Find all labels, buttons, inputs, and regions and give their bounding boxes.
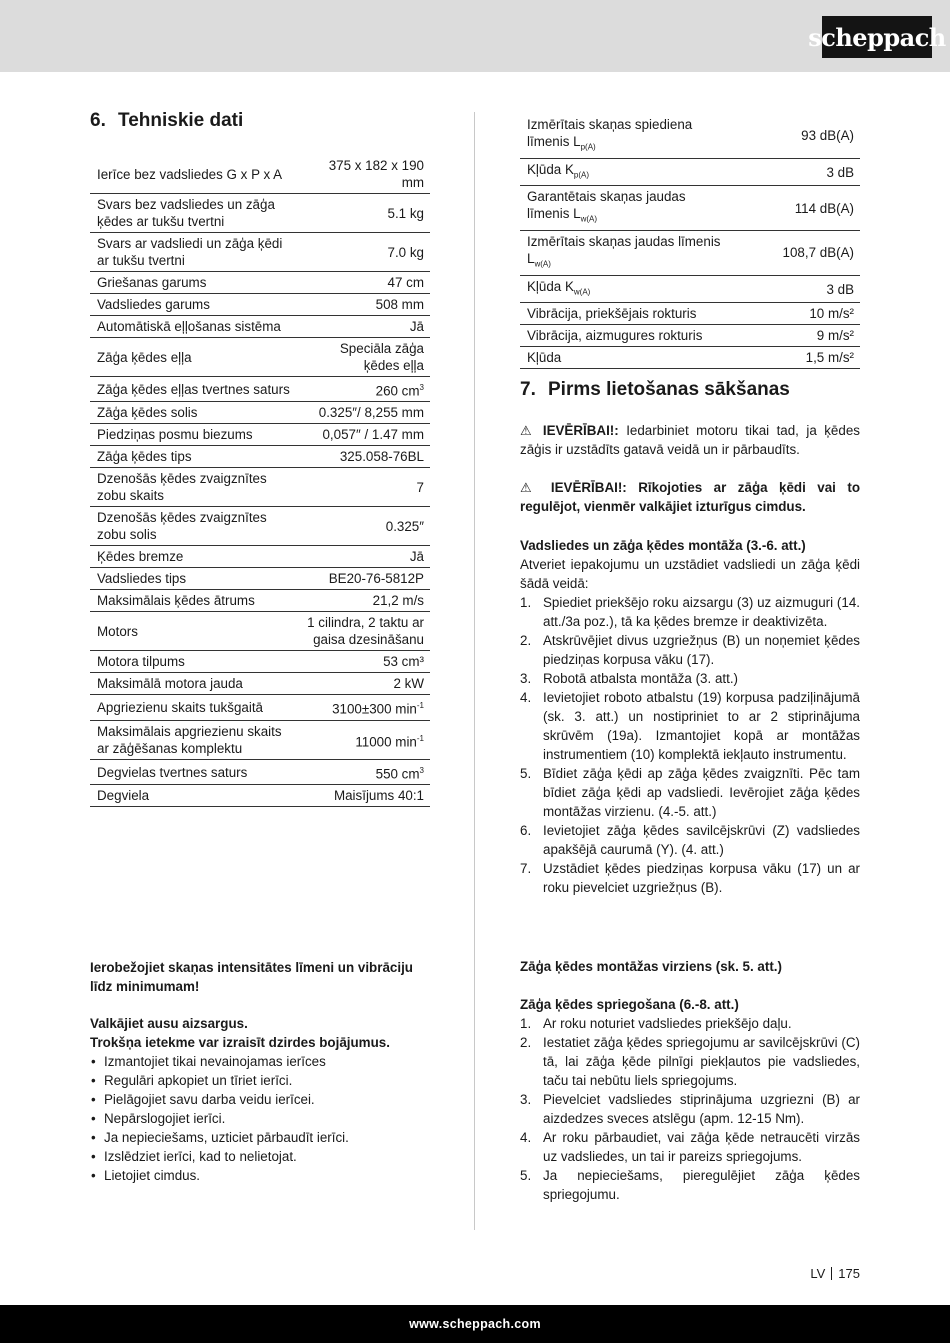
spec-value: [299, 424, 430, 446]
noise-label-subscript: w(A): [534, 259, 551, 269]
step-number: 7.: [520, 861, 532, 876]
spec-value-text: Maisījums 40:1: [333, 788, 424, 804]
table-row: [90, 785, 430, 807]
step-number: 3.: [520, 1092, 532, 1107]
brand-logo: [808, 16, 946, 58]
step-text: Ja nepieciešams, pieregulējiet zāģa ķēdes spriegojumu.: [543, 1168, 860, 1202]
spec-value-text: 0.325″/ 8,255 mm: [318, 405, 424, 421]
spec-value-text: 47 cm: [387, 275, 424, 290]
mounting-intro: Atveriet iepakojumu un uzstādiet vadsliedi un zāģa ķēdi šādā veidā:: [520, 557, 860, 591]
spec-label: Maksimālais apgriezienu skaits ar zāģēšanas komplektu: [90, 720, 299, 759]
warning-triangle-icon: ⚠: [520, 480, 540, 495]
tension-block: [520, 995, 860, 1204]
table-row: [90, 507, 430, 546]
noise-label-text: Izmērītais skaņas spiediena līmenis L: [527, 117, 693, 149]
spec-label: Apgriezienu skaits tukšgaitā: [90, 695, 299, 720]
table-row: [90, 673, 430, 695]
noise-label-text: Kļūda K: [527, 161, 574, 177]
section-7-heading: [520, 379, 790, 401]
list-item: [520, 859, 860, 897]
step-number: 4.: [520, 1130, 532, 1145]
noise-label-subscript: w(A): [580, 215, 598, 225]
table-row: [90, 272, 430, 294]
table-row: [520, 303, 860, 325]
noise-label-text: Vibrācija, priekšējais rokturis: [527, 306, 697, 322]
noise-label: [520, 275, 737, 303]
spec-label: Degvielas tvertnes saturs: [90, 759, 299, 784]
page-number-value: 175: [838, 1266, 860, 1281]
separator: [831, 1267, 832, 1280]
page-footer: [0, 1305, 950, 1343]
table-row: [90, 424, 430, 446]
noise-value: 114 dB(A): [737, 186, 860, 231]
list-item: • Regulāri apkopiet un tīriet ierīci.: [90, 1071, 430, 1090]
step-number: 6.: [520, 823, 532, 838]
list-item: [520, 1033, 860, 1090]
list-item: [520, 688, 860, 764]
noise-value: 3 dB: [737, 275, 860, 303]
table-row: [90, 155, 430, 194]
section-number: 7.: [520, 379, 536, 400]
spec-value-text: 5.1 kg: [387, 205, 424, 221]
spec-value: [299, 651, 430, 673]
spec-value: [299, 233, 430, 272]
noise-label-text: Izmērītais skaņas jaudas līmenis L: [527, 234, 721, 267]
spec-label: Vadsliedes garums: [90, 294, 299, 316]
section-6-heading: [90, 110, 243, 132]
step-text: Uzstādiet ķēdes piedziņas korpusa vāku (17) un ar roku pievelciet uzgriežņus (B).: [543, 861, 860, 895]
noise-label-subscript: w(A): [573, 287, 591, 297]
warning-2: [520, 478, 860, 516]
protection-subtitle: Trokšņa ietekme var izraisīt dzirdes bojājumus.: [90, 1035, 390, 1050]
table-row: [90, 590, 430, 612]
warning-text: Rīkojoties ar zāģa ķēdi vai to regulējot, vienmēr valkājiet izturīgus cimdus.: [520, 480, 860, 514]
list-item: [520, 821, 860, 859]
table-row: [90, 546, 430, 568]
list-item: • Pielāgojiet savu darba veidu ierīcei.: [90, 1090, 430, 1109]
step-number: 1.: [520, 595, 532, 610]
spec-label: Maksimālā motora jauda: [90, 673, 299, 695]
table-row: [520, 325, 860, 347]
table-row: [90, 338, 430, 377]
list-item: [520, 764, 860, 821]
spec-value-text: 375 x 182 x 190 mm: [328, 158, 424, 190]
table-row: [90, 446, 430, 468]
list-item: • Izslēdziet ierīci, kad to nelietojat.: [90, 1147, 430, 1166]
spec-value-superscript: -1: [416, 701, 424, 711]
noise-label-text: Kļūda: [527, 350, 562, 366]
list-item: [520, 1128, 860, 1166]
spec-label: Vadsliedes tips: [90, 568, 299, 590]
spec-label: Degviela: [90, 785, 299, 807]
mounting-block: [520, 536, 860, 897]
step-number: 4.: [520, 690, 532, 705]
table-row: [90, 568, 430, 590]
spec-label: Motora tilpums: [90, 651, 299, 673]
table-row: [90, 612, 430, 651]
spec-value: [299, 377, 430, 402]
spec-value: [299, 568, 430, 590]
spec-value-text: BE20-76-5812P: [328, 571, 424, 587]
spec-value: [299, 294, 430, 316]
step-text: Atskrūvējiet divus uzgriežņus (B) un noņemiet ķēdes piedziņas korpusa vāku (17).: [543, 633, 860, 667]
spec-value: [299, 546, 430, 568]
spec-value: [299, 507, 430, 546]
spec-label: Zāģa ķēdes eļļas tvertnes saturs: [90, 377, 299, 402]
spec-value: [299, 695, 430, 720]
list-item: [520, 593, 860, 631]
table-row: [90, 695, 430, 720]
noise-label-text: Garantētais skaņas jaudas līmenis L: [527, 189, 686, 222]
spec-value-text: 2 kW: [393, 676, 424, 692]
noise-value: 9 m/s²: [737, 325, 860, 347]
technical-data-table: [90, 155, 430, 807]
mounting-steps: [520, 593, 860, 897]
spec-value-text: 7: [416, 479, 424, 495]
noise-value: 3 dB: [737, 158, 860, 186]
noise-value: 93 dB(A): [737, 114, 860, 158]
spec-value-text: 7.0 kg: [387, 244, 424, 260]
spec-value-text: 508 mm: [375, 297, 424, 312]
table-row: [90, 194, 430, 233]
protection-block: [90, 1014, 430, 1185]
logo-text: scheppach: [808, 22, 946, 52]
warning-label: IEVĒRĪBAI!:: [550, 480, 627, 495]
spec-label: Svars ar vadsliedi un zāģa ķēdi ar tukšu tvertni: [90, 233, 299, 272]
spec-label: Ierīce bez vadsliedes G x P x A: [90, 155, 299, 194]
list-item: [520, 1014, 860, 1033]
spec-value-text: 11000 min: [355, 734, 417, 750]
noise-vibration-table: [520, 114, 860, 369]
list-item: [520, 1166, 860, 1204]
section-title: Tehniskie dati: [118, 110, 244, 131]
noise-notice: Ierobežojiet skaņas intensitātes līmeni un vibrāciju līdz minimumam!: [90, 960, 413, 994]
spec-label: Zāģa ķēdes tips: [90, 446, 299, 468]
step-text: Spiediet priekšējo roku aizsargu (3) uz aizmuguri (14. att./3a poz.), tā ka ķēdes bremze ir deaktivizēta.: [543, 595, 860, 629]
table-row: [90, 377, 430, 402]
table-row: [520, 275, 860, 303]
warning-triangle-icon: ⚠: [520, 423, 536, 438]
table-row: [90, 720, 430, 759]
list-item: • Izmantojiet tikai nevainojamas ierīces: [90, 1052, 430, 1071]
spec-value: [299, 155, 430, 194]
warning-label: IEVĒRĪBAI!:: [542, 423, 619, 438]
list-item: [520, 669, 860, 688]
table-row: [520, 186, 860, 231]
step-text: Ievietojiet roboto atbalstu (19) korpusa padziļinājumā (sk. 3. att.) un nostipriniet to ar 2 stiprinājuma skrūvēm (19a). Izmantojiet kopā ar montāžas instrumentiem (10) komplektā iekļauto instrumentu.: [543, 690, 860, 762]
list-item: • Nepārslogojiet ierīci.: [90, 1109, 430, 1128]
spec-value-text: 0,057″ / 1.47 mm: [322, 427, 424, 443]
table-row: [90, 294, 430, 316]
step-text: Robotā atbalsta montāža (3. att.): [543, 671, 739, 686]
step-number: 5.: [520, 1168, 532, 1183]
spec-label: Zāģa ķēdes solis: [90, 402, 299, 424]
table-row: [90, 233, 430, 272]
spec-value-text: 3100±300 min: [332, 701, 417, 717]
tension-steps: [520, 1014, 860, 1204]
protection-title: Valkājiet ausu aizsargus.: [90, 1016, 248, 1031]
safety-bullet-list: [90, 1052, 430, 1185]
spec-value: [299, 446, 430, 468]
spec-label: Automātiskā eļļošanas sistēma: [90, 316, 299, 338]
spec-value: [299, 759, 430, 784]
tension-title: Zāģa ķēdes spriegošana (6.-8. att.): [520, 997, 739, 1012]
table-row: [90, 651, 430, 673]
spec-value: [299, 673, 430, 695]
language-code: LV: [810, 1266, 826, 1281]
noise-label: [520, 231, 737, 276]
spec-value-text: 550 cm: [375, 766, 420, 782]
spec-value: [299, 402, 430, 424]
noise-label-subscript: p(A): [580, 142, 596, 152]
table-row: [520, 114, 860, 158]
section-title: Pirms lietošanas sākšanas: [548, 379, 790, 400]
spec-value-superscript: 3: [419, 383, 424, 392]
noise-label: [520, 114, 737, 158]
table-row: [90, 402, 430, 424]
spec-value-text: 21,2 m/s: [372, 593, 424, 609]
table-row: [90, 759, 430, 784]
spec-value: [299, 468, 430, 507]
mounting-title: Vadsliedes un zāģa ķēdes montāža (3.-6. att.): [520, 538, 806, 553]
noise-label-text: Vibrācija, aizmugures rokturis: [527, 328, 703, 344]
step-text: Iestatiet zāģa ķēdes spriegojumu ar savilcējskrūvi (C) tā, lai zāģa ķēde pilnīgi piekļautos pie vadsliedes, taču tai nebūtu liels spriegojums.: [543, 1035, 860, 1088]
list-item: [520, 631, 860, 669]
page-number: [810, 1266, 860, 1281]
noise-label: [520, 347, 737, 369]
step-text: Pievelciet vadsliedes stiprinājuma uzgriezni (B) ar aizdedzes sveces atslēgu (apm. 12-15 Nm).: [543, 1092, 860, 1126]
noise-value: 1,5 m/s²: [737, 347, 860, 369]
noise-value: 10 m/s²: [737, 303, 860, 325]
spec-label: Zāģa ķēdes eļļa: [90, 338, 299, 377]
spec-label: Ķēdes bremze: [90, 546, 299, 568]
spec-value: [299, 720, 430, 759]
noise-label: [520, 325, 737, 347]
spec-label: Dzenošās ķēdes zvaigznītes zobu skaits: [90, 468, 299, 507]
noise-label: [520, 303, 737, 325]
spec-label: Griešanas garums: [90, 272, 299, 294]
section-number: 6.: [90, 110, 106, 131]
noise-label: [520, 186, 737, 231]
spec-value-text: 1 cilindra, 2 taktu ar gaisa dzesināšanu: [307, 615, 424, 648]
list-item: • Lietojiet cimdus.: [90, 1166, 430, 1185]
spec-value: [299, 338, 430, 377]
table-row: [520, 347, 860, 369]
spec-value: [299, 272, 430, 294]
noise-label-text: Kļūda K: [527, 278, 574, 294]
table-row: [520, 231, 860, 276]
step-number: 1.: [520, 1016, 532, 1031]
spec-label: Dzenošās ķēdes zvaigznītes zobu solis: [90, 507, 299, 546]
step-text: Ievietojiet zāģa ķēdes savilcējskrūvi (Z) vadsliedes apakšējā caurumā (Y). (4. att.): [543, 823, 860, 857]
column-divider: [474, 112, 475, 1230]
spec-value-superscript: -1: [416, 733, 424, 743]
step-number: 2.: [520, 633, 532, 648]
step-text: Ar roku pārbaudiet, vai zāģa ķēde netraucēti virzās uz vadsliedes, un tai ir pareizs spriegojums.: [543, 1130, 860, 1164]
direction-title: Zāģa ķēdes montāžas virziens (sk. 5. att.): [520, 959, 782, 974]
table-row: [90, 468, 430, 507]
spec-value: [299, 785, 430, 807]
spec-value-text: Speciāla zāģa ķēdes eļļa: [339, 341, 424, 373]
spec-value-superscript: 3: [419, 765, 424, 775]
step-number: 3.: [520, 671, 532, 686]
page-header: [0, 0, 950, 72]
spec-value-text: 325.058-76BL: [339, 449, 424, 465]
spec-value-text: Jā: [409, 319, 424, 334]
warning-1: [520, 421, 860, 459]
noise-value: 108,7 dB(A): [737, 231, 860, 276]
step-number: 5.: [520, 766, 532, 781]
spec-value-text: 260 cm: [375, 383, 420, 399]
step-number: 2.: [520, 1035, 532, 1050]
spec-value-text: 53 cm³: [383, 654, 424, 670]
noise-label: [520, 158, 737, 186]
spec-value: [299, 612, 430, 651]
spec-label: Piedziņas posmu biezums: [90, 424, 299, 446]
spec-value: [299, 316, 430, 338]
warning-text: Iedarbiniet motoru tikai tad, ja ķēdes zāģis ir uzstādīts gatavā veidā un ir pārbaudīts.: [520, 423, 860, 457]
spec-label: Motors: [90, 612, 299, 651]
spec-value-text: Jā: [409, 549, 424, 565]
table-row: [520, 158, 860, 186]
spec-label: Maksimālais ķēdes ātrums: [90, 590, 299, 612]
step-text: Bīdiet zāģa ķēdi ap zāģa ķēdes zvaigznīti. Pēc tam bīdiet zāģa ķēdi ap vadsliedi. Ievērojiet zāģa ķēdes montāžas virzienu. (4.-5. att.): [543, 766, 860, 819]
spec-value-text: 0.325″: [385, 518, 424, 534]
table-row: [90, 316, 430, 338]
list-item: [520, 1090, 860, 1128]
website-link[interactable]: www.scheppach.com: [409, 1317, 541, 1331]
spec-value: [299, 194, 430, 233]
spec-label: Svars bez vadsliedes un zāģa ķēdes ar tukšu tvertni: [90, 194, 299, 233]
spec-value: [299, 590, 430, 612]
step-text: Ar roku noturiet vadsliedes priekšējo daļu.: [543, 1016, 792, 1031]
list-item: • Ja nepieciešams, uzticiet pārbaudīt ierīci.: [90, 1128, 430, 1147]
noise-label-subscript: p(A): [573, 170, 590, 180]
